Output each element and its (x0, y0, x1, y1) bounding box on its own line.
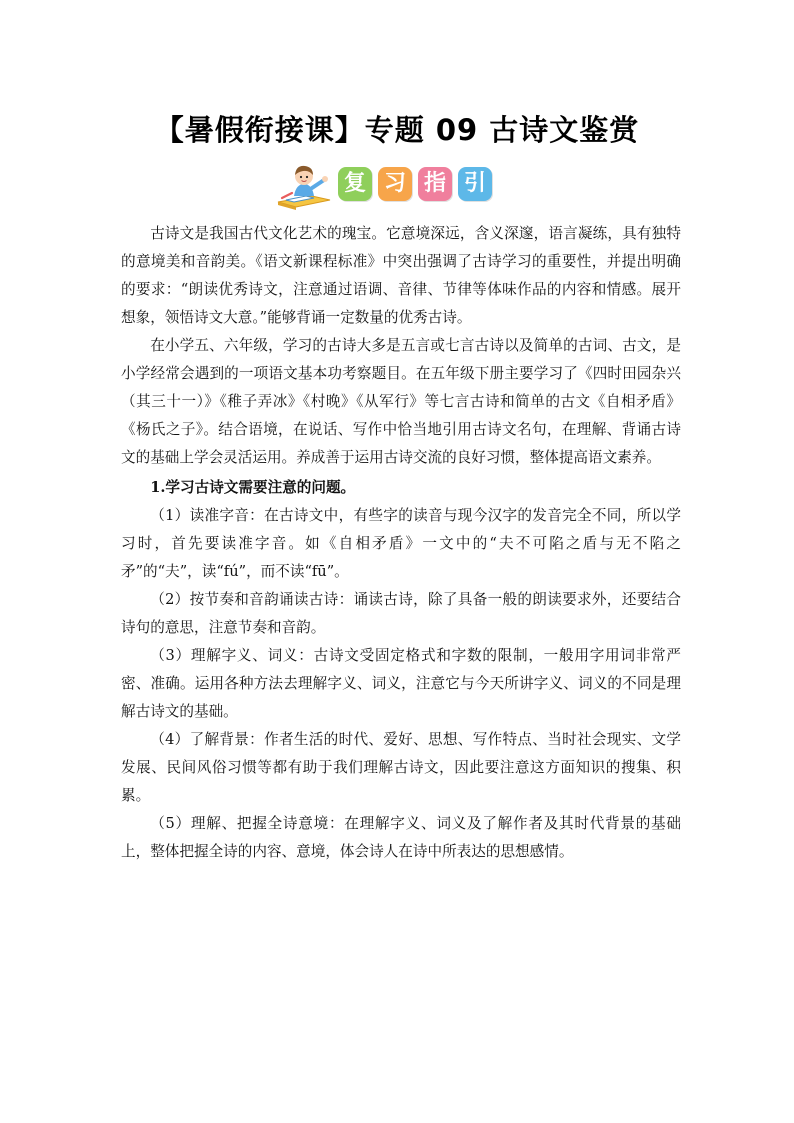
point-2-paragraph: （2）按节奏和音韵诵读古诗：诵读古诗，除了具备一般的朗读要求外，还要结合诗句的意思，注意节奏和音韵。 (121, 591, 681, 636)
student-mascot-icon (272, 160, 334, 210)
review-guide-banner (272, 160, 532, 210)
banner-tile-fu (338, 167, 372, 201)
banner-tile-yin (458, 167, 492, 201)
point-4-paragraph: （4）了解背景：作者生活的时代、爱好、思想、写作特点、当时社会现实、文学发展、民间风俗习惯等都有助于我们理解古诗文，因此要注意这方面知识的搜集、积累。 (121, 731, 681, 804)
banner-tile-zhi (418, 167, 452, 201)
point-1-paragraph: （1）读准字音：在古诗文中，有些字的读音与现今汉字的发音完全不同，所以学习时，首先要读准字音。如《自相矛盾》一文中的“夫不可陷之盾与无不陷之矛”的“夫”，读“fú”，而不读“fū”。 (121, 507, 681, 580)
section-subheading: 1.学习古诗文需要注意的问题。 (150, 479, 356, 496)
banner-tile-label: 复 (343, 171, 366, 196)
intro-paragraph: 古诗文是我国古代文化艺术的瑰宝。它意境深远，含义深邃，语言凝练，具有独特的意境美和音韵美。《语文新课程标准》中突出强调了古诗学习的重要性，并提出明确的要求：“朗读优秀诗文，注意通过语调、音律、节律等体味作品的内容和情感。展开想象，领悟诗文大意。”能够背诵一定数量的优秀古诗。 (121, 225, 681, 326)
grade-paragraph: 在小学五、六年级，学习的古诗大多是五言或七言古诗以及简单的古词、古文，是小学经常会遇到的一项语文基本功考察题目。在五年级下册主要学习了《四时田园杂兴（其三十一）》《稚子弄冰》《村晚》《从军行》等七言古诗和简单的古文《自相矛盾》《杨氏之子》。结合语境，在说话、写作中恰当地引用古诗文名句，在理解、背诵古诗文的基础上学会灵活运用。养成善于运用古诗交流的良好习惯，整体提高语文素养。 (121, 337, 681, 466)
banner-tile-label: 习 (383, 171, 406, 196)
page-title: 【暑假衔接课】专题 09 古诗文鉴赏 (154, 113, 640, 147)
point-3-paragraph: （3）理解字义、词义：古诗文受固定格式和字数的限制，一般用字用词非常严密、准确。运用各种方法去理解字义、词义，注意它与今天所讲字义、词义的不同是理解古诗文的基础。 (121, 647, 681, 720)
article-body (121, 220, 681, 866)
banner-tile-xi (378, 167, 412, 201)
point-5-paragraph: （5）理解、把握全诗意境：在理解字义、词义及了解作者及其时代背景的基础上，整体把握全诗的内容、意境，体会诗人在诗中所表达的思想感情。 (121, 815, 681, 860)
banner-tile-label: 引 (463, 171, 486, 196)
banner-tile-label: 指 (423, 171, 446, 196)
